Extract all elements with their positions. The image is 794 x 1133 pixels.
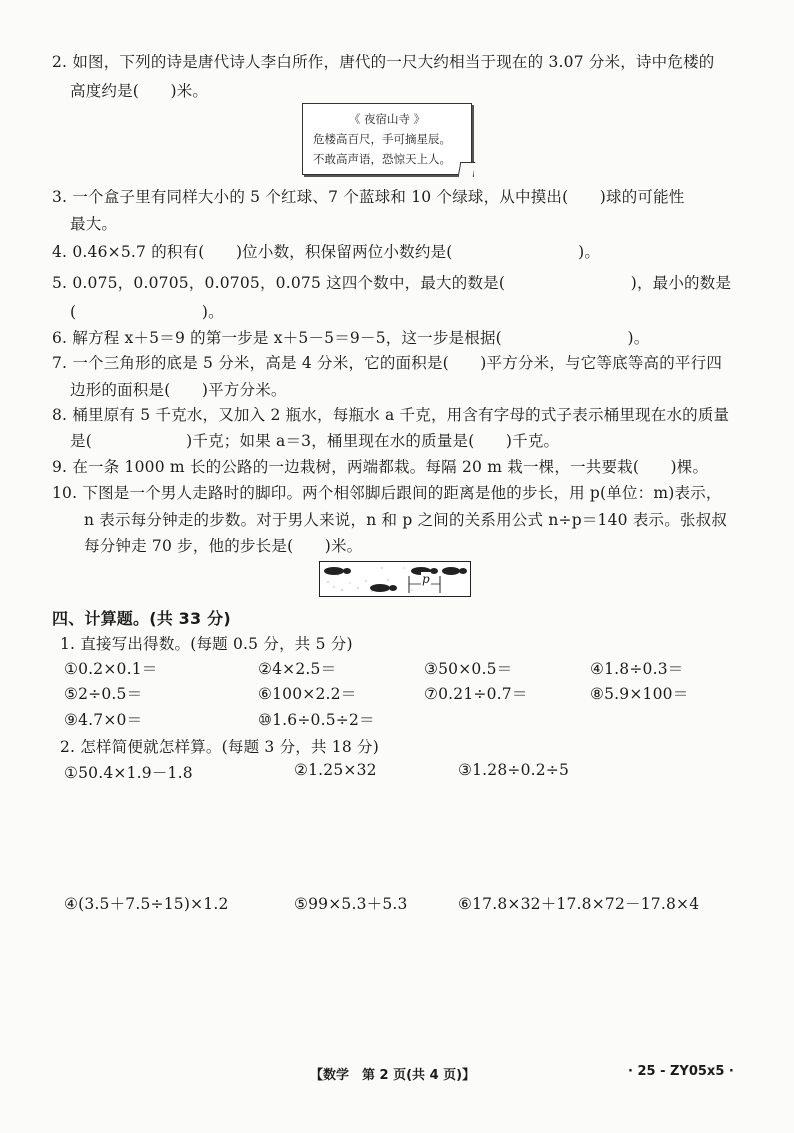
poem-line-1: 危楼高百尺，手可摘星辰。 — [313, 132, 451, 146]
s1-item-6: ⑥100×2.2＝ — [258, 685, 357, 703]
footprint-4 — [442, 567, 460, 575]
q2-line1: 2. 如图，下列的诗是唐代诗人李白所作，唐代的一尺大约相当于现在的 3.07 分米，诗中危楼的 — [52, 53, 715, 71]
s2-item-4: ④(3.5＋7.5÷15)×1.2 — [64, 895, 229, 913]
q2-line2: 高度约是( )米。 — [70, 82, 209, 100]
s1-item-5: ⑤2÷0.5＝ — [64, 685, 143, 703]
q10-line1: 10. 下图是一个男人走路时的脚印。两个相邻脚后跟间的距离是他的步长，用 p(单位：m)表示， — [52, 484, 722, 502]
q5-line1: 5. 0.075，0.0705，0.0705，0.075 这四个数中，最大的数是( )，最小的数是 — [52, 274, 732, 292]
s2-heading: 2. 怎样简便就怎样算。(每题 3 分，共 18 分) — [60, 738, 380, 756]
q10-line2: n 表示每分钟走的步数。对于男人来说，n 和 p 之间的关系用公式 n÷p＝140 表示。张叔叔 — [84, 511, 728, 529]
q7-line2: 边形的面积是( )平方分米。 — [70, 381, 287, 399]
page-footer-center: 【数学 第 2 页(共 4 页)】 — [310, 1068, 476, 1083]
q8-line1: 8. 桶里原有 5 千克水，又加入 2 瓶水，每瓶水 a 千克，用含有字母的式子表示桶里现在水的质量 — [52, 406, 730, 424]
q6-text: 6. 解方程 x＋5＝9 的第一步是 x＋5－5＝9－5，这一步是根据( )。 — [52, 329, 650, 347]
q3-line1: 3. 一个盒子里有同样大小的 5 个红球、7 个蓝球和 10 个绿球，从中摸出( )球的可能性 — [52, 188, 685, 206]
s1-item-9: ⑨4.7×0＝ — [64, 711, 143, 729]
s2-item-2: ②1.25×32 — [294, 761, 377, 779]
q7-line1: 7. 一个三角形的底是 5 分米，高是 4 分米，它的面积是( )平方分米，与它等底等高的平行四 — [52, 354, 723, 372]
s2-item-6: ⑥17.8×32＋17.8×72－17.8×4 — [458, 895, 700, 913]
q9-text: 9. 在一条 1000 m 长的公路的一边栽树，两端都栽。每隔 20 m 栽一棵，一共要栽( )棵。 — [52, 458, 709, 476]
s1-item-3: ③50×0.5＝ — [424, 660, 513, 678]
q10-line3: 每分钟走 70 步，他的步长是( )米。 — [84, 537, 363, 555]
q5-line2: ( )。 — [70, 303, 224, 321]
poem-title: 《 夜宿山寺 》 — [348, 112, 426, 126]
footprint-1 — [324, 567, 344, 575]
s2-item-3: ③1.28÷0.2÷5 — [458, 761, 570, 779]
footprint-drawing — [320, 562, 470, 596]
s2-item-5: ⑤99×5.3＋5.3 — [294, 895, 408, 913]
poem-box — [302, 103, 472, 175]
s1-item-8: ⑧5.9×100＝ — [590, 685, 689, 703]
page-footer-code: · 25 - ZY05x5 · — [628, 1064, 734, 1079]
q4-text: 4. 0.46×5.7 的积有( )位小数，积保留两位小数约是( )。 — [52, 243, 601, 261]
s1-heading: 1. 直接写出得数。(每题 0.5 分，共 5 分) — [60, 635, 353, 653]
footprint-2 — [370, 584, 390, 592]
section-4-heading: 四、计算题。(共 33 分) — [52, 609, 231, 628]
s2-item-1: ①50.4×1.9－1.8 — [64, 764, 193, 782]
s1-item-1: ①0.2×0.1＝ — [64, 660, 158, 678]
s1-item-4: ④1.8÷0.3＝ — [590, 660, 684, 678]
q8-line2: 是( )千克；如果 a＝3，桶里现在水的质量是( )千克。 — [70, 432, 560, 450]
poem-line-2: 不敢高声语，恐惊天上人。 — [313, 152, 451, 166]
s1-item-10: ⑩1.6÷0.5÷2＝ — [258, 711, 375, 729]
s1-item-2: ②4×2.5＝ — [258, 660, 337, 678]
step-length-label: p — [422, 572, 430, 586]
s1-item-7: ⑦0.21÷0.7＝ — [424, 685, 528, 703]
footprint-figure — [319, 561, 471, 597]
q3-line2: 最大。 — [70, 215, 118, 233]
